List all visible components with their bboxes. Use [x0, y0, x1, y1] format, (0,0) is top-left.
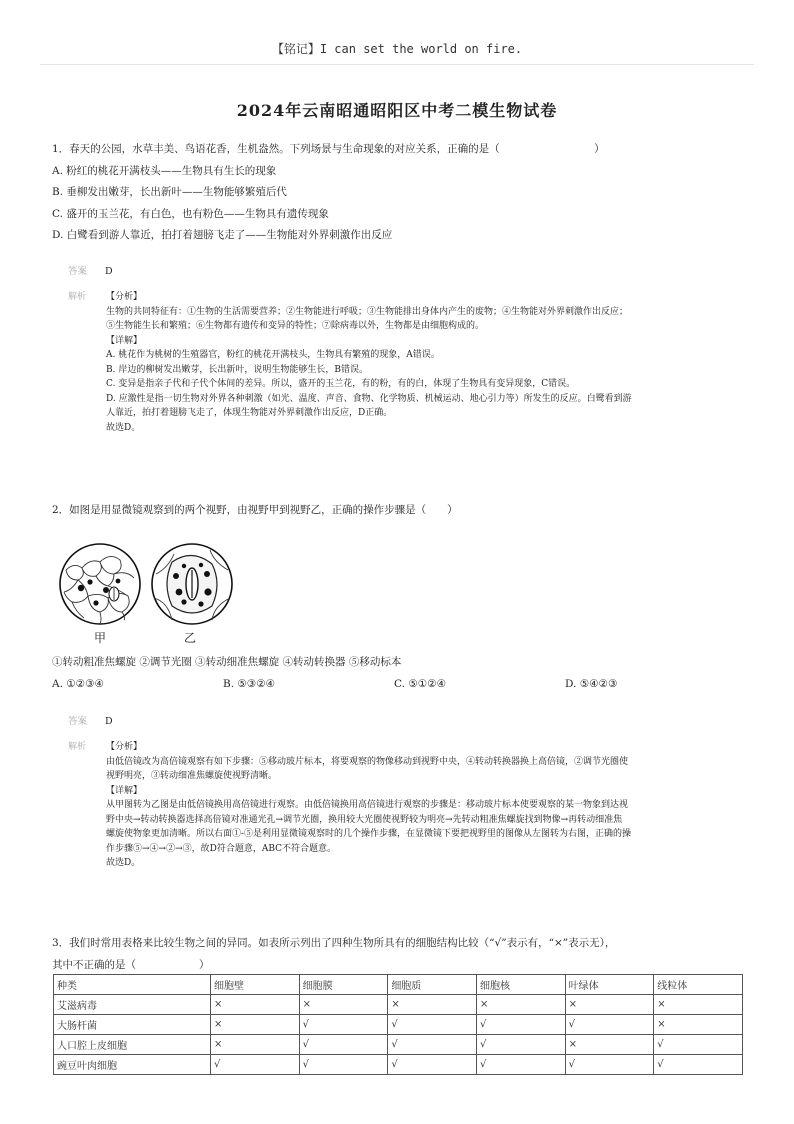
table-cell: × [565, 1035, 654, 1055]
table-cell: √ [299, 1055, 388, 1075]
q2-analysis [68, 740, 718, 871]
table-cell: √ [388, 1035, 477, 1055]
table-cell: × [476, 995, 565, 1015]
field-of-view-a [60, 544, 140, 624]
table-cell: √ [299, 1035, 388, 1055]
q1-analysis-line: ⑤生物能生长和繁殖；⑥生物都有遗传和变异的特性；⑦除病毒以外，生物都是由细胞构成的。 [106, 321, 485, 331]
q2-answer: D [105, 716, 113, 727]
table-header-cell: 细胞膜 [299, 975, 388, 995]
q2-analysis-line: 野中央→转动转换器选择高倍镜对准通光孔→调节光圈，换用较大光圈使视野较为明亮→先转动粗准焦螺旋找到物像→再转动细准焦 [106, 814, 623, 825]
table-cell: √ [476, 1015, 565, 1035]
header-divider [40, 64, 754, 65]
q1-analysis-line: 人靠近，拍打着翅膀飞走了，体现生物能对外界刺激作出反应，D正确。 [106, 408, 393, 418]
table-cell: √ [654, 1035, 743, 1055]
table-row [54, 995, 743, 1015]
q1-analysis-line: 生物的共同特征有：①生物的生活需要营养；②生物能进行呼吸；③生物能排出身体内产生的废物；④生物能对外界刺激作出反应； [106, 306, 629, 317]
q2-stem: 2．如图是用显微镜观察到的两个视野，由视野甲到视野乙，正确的操作步骤是（ ） [52, 504, 458, 516]
q1-option-c: C. 盛开的玉兰花，有白色，也有粉色——生物具有遗传现象 [52, 207, 329, 220]
table-row [54, 1015, 743, 1035]
q2-analysis-line: 螺旋使物象更加清晰。所以右面①-⑤是利用显微镜观察时的几个操作步骤，在显微镜下要把视野里的图像从左图转为右图，正确的操 [106, 829, 632, 839]
table-cell: √ [388, 1015, 477, 1035]
q1-analysis-line: C. 变异是指亲子代和子代个体间的差异。所以，盛开的玉兰花，有的粉，有的白，体现了生物具有变异现象，C错误。 [106, 379, 576, 389]
q1-analysis-line: A. 桃花作为桃树的生殖器官，粉红的桃花开满枝头，生物具有繁殖的现象，A错误。 [106, 350, 440, 360]
table-header-row [54, 975, 743, 995]
table-cell: √ [299, 1015, 388, 1035]
table-cell: × [654, 995, 743, 1015]
q2-analysis-line: 【详解】 [106, 785, 143, 796]
table-cell: 人口腔上皮细胞 [54, 1035, 211, 1055]
table-cell: × [654, 1015, 743, 1035]
analysis-label: 解析 [68, 292, 87, 302]
table-cell: × [388, 995, 477, 1015]
q1-analysis [68, 290, 718, 435]
table-cell: √ [565, 1055, 654, 1075]
table-cell: √ [211, 1055, 300, 1075]
field-of-view-b [152, 544, 232, 624]
q3-stem-line: 其中不正确的是（ ） [52, 958, 210, 971]
q1-analysis-line: D. 应激性是指一切生物对外界各种刺激（如光、温度、声音、食物、化学物质、机械运动、地心引力等）所发生的反应。白鹭看到游 [106, 393, 632, 404]
q2-option-b: B. ⑤③②④ [223, 678, 276, 690]
table-cell: √ [654, 1055, 743, 1075]
q2-option-a: A. ①②③④ [52, 678, 104, 690]
q2-analysis-line: 故选D。 [106, 858, 141, 868]
q1-option-b: B. 垂柳发出嫩芽，长出新叶——生物能够繁殖后代 [52, 186, 287, 198]
table-cell: √ [476, 1035, 565, 1055]
table-cell: 艾滋病毒 [54, 995, 211, 1015]
cell-structure-table [53, 974, 743, 1075]
table-cell: 大肠杆菌 [54, 1015, 211, 1035]
table-header-cell: 线粒体 [654, 975, 743, 995]
table-row [54, 1035, 743, 1055]
q2-analysis-line: 【分析】 [106, 742, 143, 752]
q2-steps: ①转动粗准焦螺旋 ②调节光圈 ③转动细准焦螺旋 ④转动转换器 ⑤移动标本 [52, 656, 402, 668]
q2-answer-row [68, 713, 113, 727]
q1-option-d: D. 白鹭看到游人靠近，拍打着翅膀飞走了——生物能对外界刺激作出反应 [52, 229, 393, 241]
microscope-figure [56, 540, 238, 632]
q1-answer: D [105, 266, 113, 277]
table-row [54, 1055, 743, 1075]
figure-label-b: 乙 [184, 631, 197, 645]
header-motto: 【铭记】I can set the world on fire. [271, 42, 523, 56]
q1-stem: 1．春天的公园，水草丰美、鸟语花香，生机盎然。下列场景与生命现象的对应关系，正确的是（ ） [52, 143, 605, 155]
table-cell: × [211, 1015, 300, 1035]
table-header-cell: 种类 [54, 975, 211, 995]
table-cell: × [565, 995, 654, 1015]
q2-analysis-line: 作步骤⑤→④→②→③，故D符合题意，ABC不符合题意。 [106, 843, 337, 854]
q1-option-a: A. 粉红的桃花开满枝头——生物具有生长的现象 [52, 164, 277, 177]
q3-stem-line: 3．我们时常用表格来比较生物之间的异同。如表所示列出了四种生物所具有的细胞结构比较（“√”表示有，“×”表示无）， [52, 937, 616, 949]
table-cell: √ [388, 1055, 477, 1075]
q2-analysis-line: 从甲图转为乙图是由低倍镜换用高倍镜进行观察。由低倍镜换用高倍镜进行观察的步骤是：移动玻片标本使要观察的某一物象到达视 [106, 800, 629, 810]
q1-analysis-line: 【详解】 [106, 335, 143, 346]
q1-answer-row [68, 263, 113, 277]
table-cell: √ [565, 1015, 654, 1035]
answer-label: 答案 [68, 266, 88, 277]
question-3 [52, 933, 615, 976]
figure-label-a: 甲 [94, 631, 107, 645]
table-cell: √ [476, 1055, 565, 1075]
table-header-cell: 细胞壁 [211, 975, 300, 995]
q2-analysis-line: 视野明亮，③转动细准焦螺旋使视野清晰。 [106, 771, 278, 781]
answer-label: 答案 [68, 716, 88, 727]
table-cell: × [299, 995, 388, 1015]
question-1 [52, 139, 605, 247]
table-header-cell: 细胞质 [388, 975, 477, 995]
q1-analysis-line: 【分析】 [106, 292, 143, 302]
table-header-cell: 细胞核 [476, 975, 565, 995]
table-cell: × [211, 1035, 300, 1055]
q1-analysis-line: 故选D。 [106, 422, 141, 433]
q2-options [52, 678, 742, 690]
table-cell: × [211, 995, 300, 1015]
q2-option-c: C. ⑤①②④ [394, 678, 446, 690]
analysis-label: 解析 [68, 742, 87, 752]
q1-analysis-line: B. 岸边的柳树发出嫩芽，长出新叶，说明生物能够生长，B错误。 [106, 364, 368, 375]
q2-analysis-line: 由低倍镜改为高倍镜观察有如下步骤：⑤移动玻片标本，将要观察的物像移动到视野中央，④转动转换器换上高倍镜，②调节光圈使 [106, 756, 629, 767]
table-cell: 豌豆叶肉细胞 [54, 1055, 211, 1075]
q2-option-d: D. ⑤④②③ [565, 678, 618, 690]
page-title: 2024年云南昭通昭阳区中考二模生物试卷 [236, 101, 558, 120]
table-header-cell: 叶绿体 [565, 975, 654, 995]
